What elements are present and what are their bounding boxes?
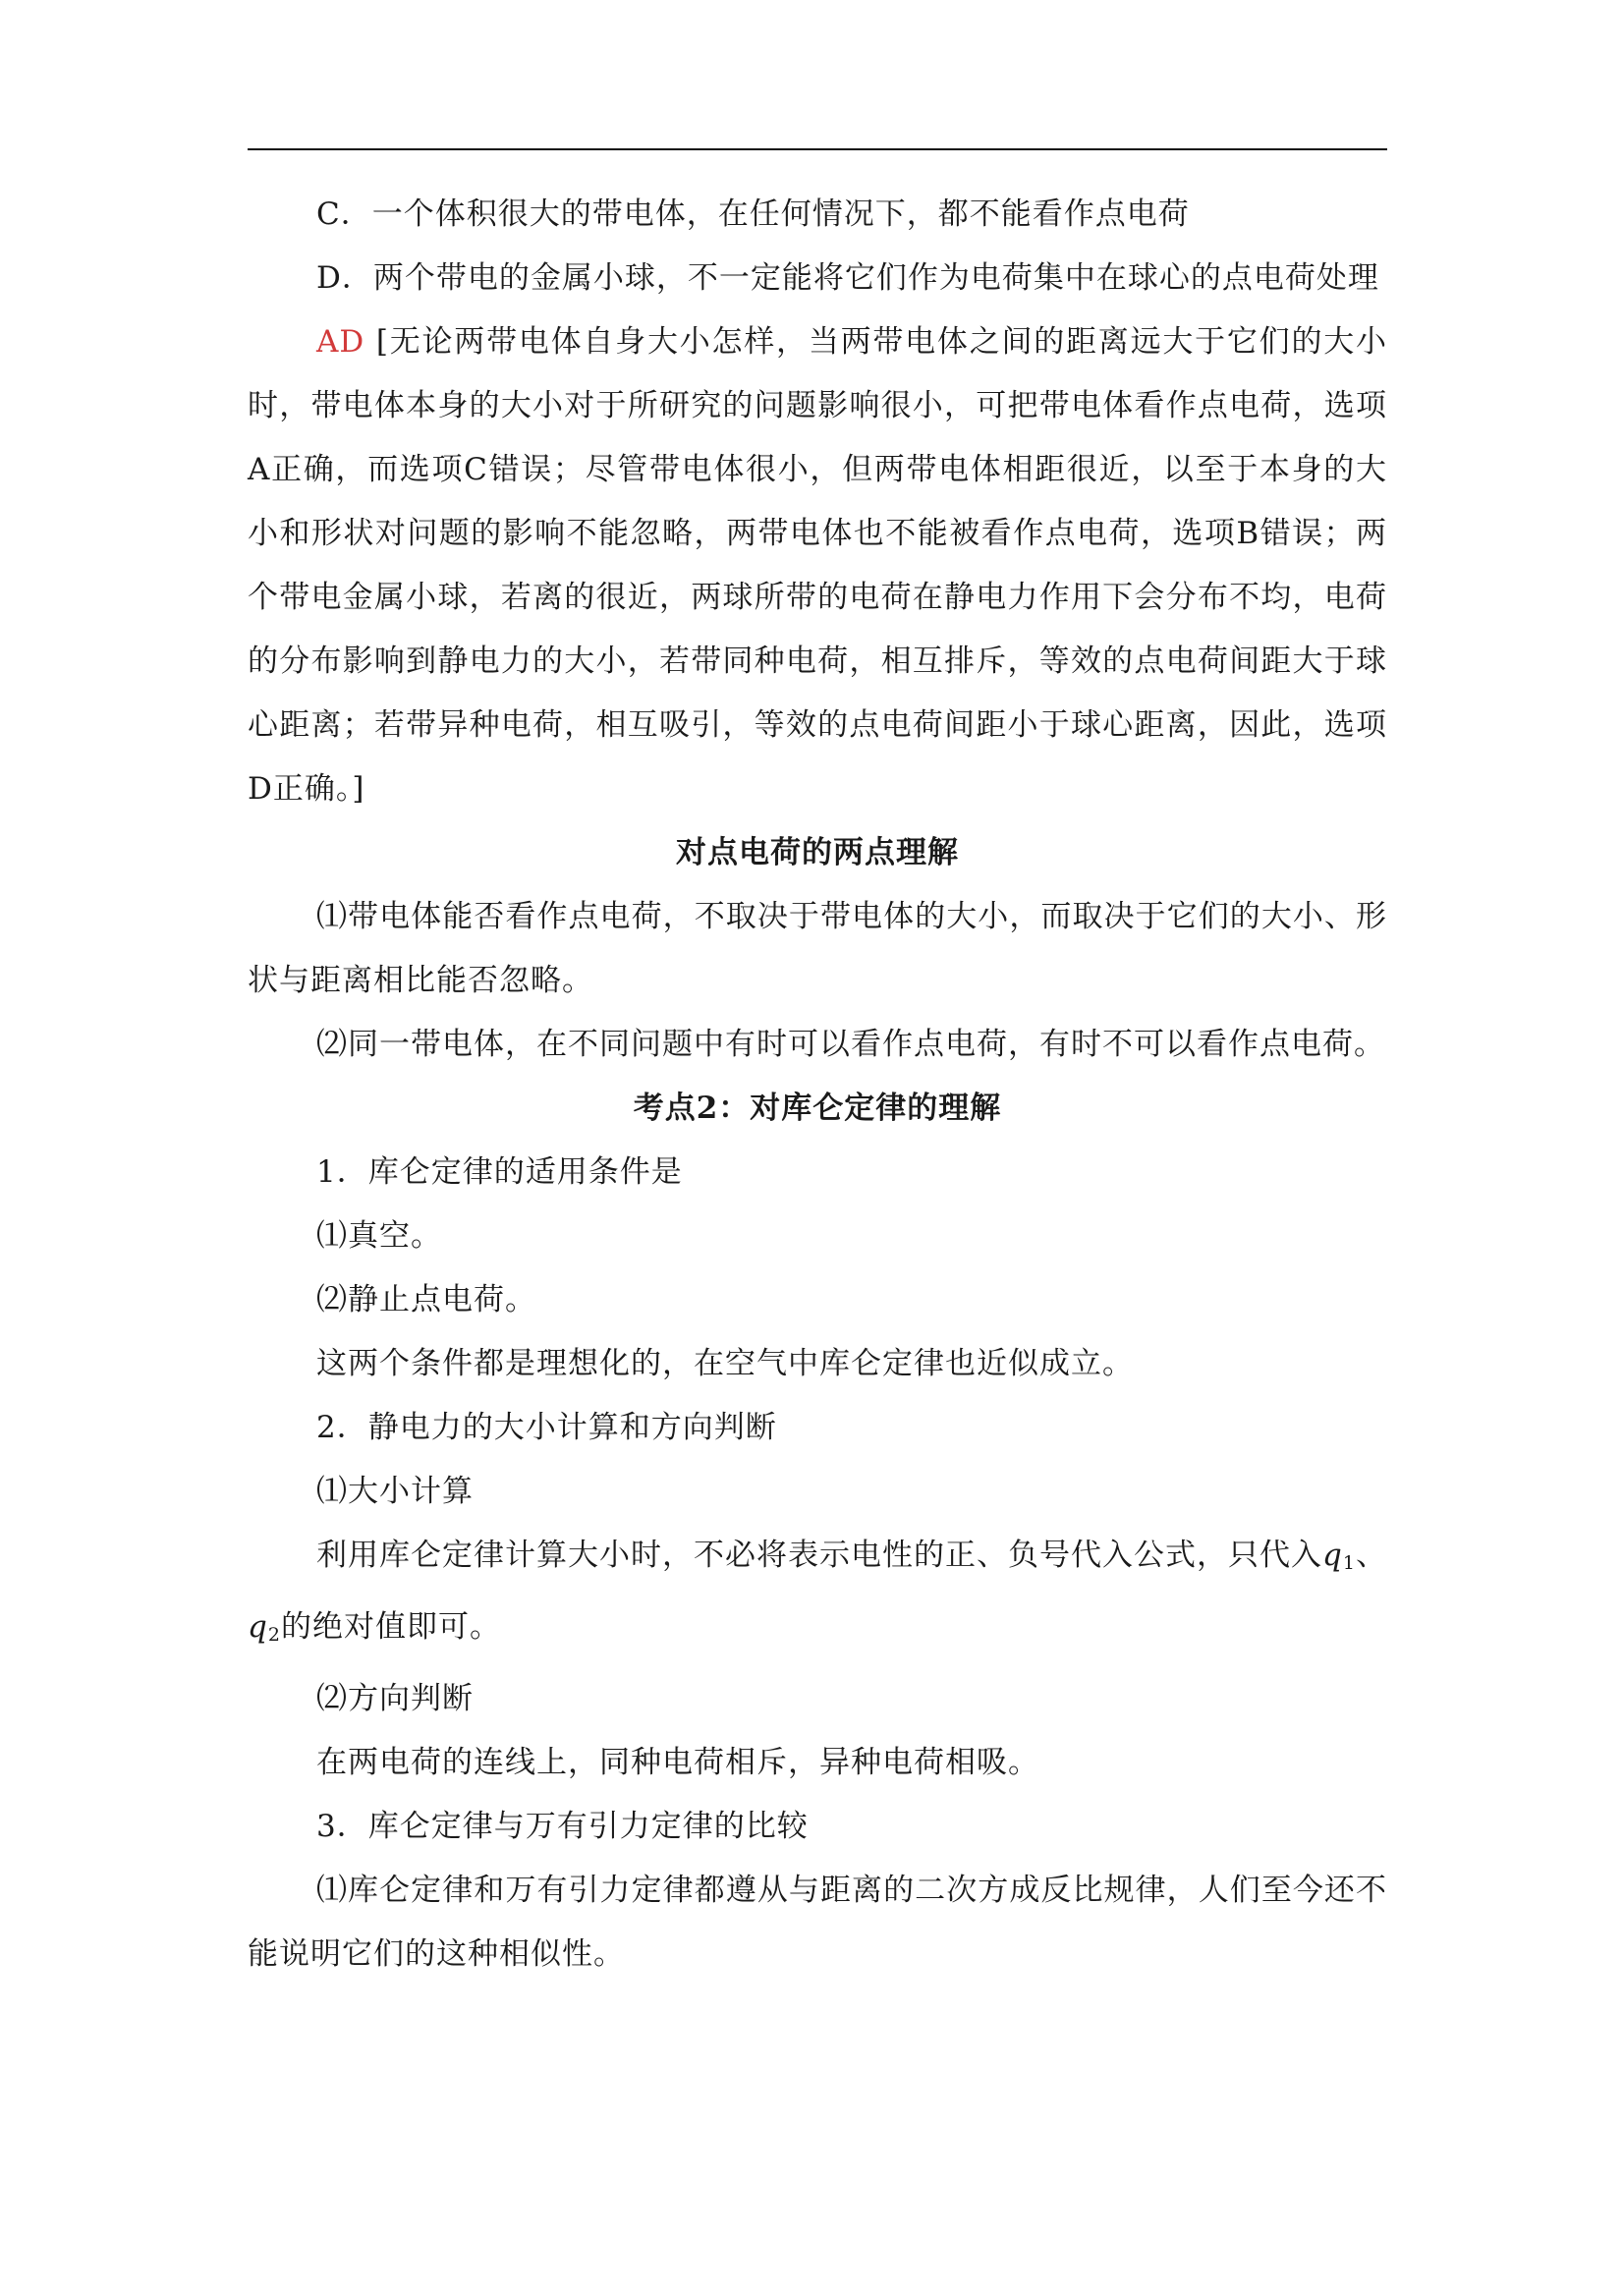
q2-symbol: $q_2$ bbox=[248, 1609, 281, 1646]
item-1-note: 这两个条件都是理想化的，在空气中库仑定律也近似成立。 bbox=[316, 1346, 1134, 1381]
section-title-coulomb-law: 考点2：对库仑定律的理解 bbox=[633, 1091, 1002, 1126]
magnitude-text-tail: 的绝对值即可。 bbox=[280, 1609, 501, 1645]
item-1-condition-b: ⑵静止点电荷。 bbox=[316, 1282, 536, 1317]
answer-paragraph bbox=[248, 310, 1387, 821]
item-3-comparison: ⑴库仑定律和万有引力定律都遵从与距离的二次方成反比规律，人们至今还不能说明它们的这种相似性。 bbox=[248, 1873, 1387, 1972]
header-rule bbox=[248, 148, 1387, 150]
option-d: D．两个带电的金属小球，不一定能将它们作为电荷集中在球心的点电荷处理 bbox=[316, 260, 1379, 296]
option-c: C．一个体积很大的带电体，在任何情况下，都不能看作点电荷 bbox=[316, 196, 1190, 232]
item-2-heading: 2．静电力的大小计算和方向判断 bbox=[316, 1410, 777, 1445]
item-2-subheading-direction: ⑵方向判断 bbox=[316, 1681, 474, 1716]
point-charge-understanding-2: ⑵同一带电体，在不同问题中有时可以看作点电荷，有时不可以看作点电荷。 bbox=[316, 1027, 1385, 1062]
item-2-subheading-magnitude: ⑴大小计算 bbox=[316, 1474, 474, 1509]
section-title-point-charge: 对点电荷的两点理解 bbox=[676, 835, 959, 870]
item-2-magnitude-text: 利用库仑定律计算大小时，不必将表示电性的正、负号代入公式，只代入$q_1$、$q_2$的绝对值即可。 bbox=[248, 1538, 1388, 1646]
item-1-condition-a: ⑴真空。 bbox=[316, 1218, 442, 1254]
point-charge-understanding-1: ⑴带电体能否看作点电荷，不取决于带电体的大小，而取决于它们的大小、形状与距离相比能否忽略。 bbox=[248, 899, 1387, 998]
item-1-heading: 1．库仑定律的适用条件是 bbox=[316, 1154, 683, 1190]
item-2-direction-text: 在两电荷的连线上，同种电荷相斥，异种电荷相吸。 bbox=[316, 1745, 1039, 1780]
q1-symbol: $q_1$ bbox=[1322, 1538, 1356, 1574]
answer-label: AD bbox=[316, 324, 365, 360]
item-3-heading: 3．库仑定律与万有引力定律的比较 bbox=[316, 1809, 809, 1844]
answer-explanation: [无论两带电体自身大小怎样，当两带电体之间的距离远大于它们的大小时，带电体本身的大小对于所研究的问题影响很小，可把带电体看作点电荷，选项A正确，而选项C错误；尽管带电体很小，但两带电体相距很近，以至于本身的大小和形状对问题的影响不能忽略，两带电体也不能被看作点电荷，选项B错误；两个带电金属小球，若离的很近，两球所带的电荷在静电力作用下会分布不均，电荷的分布影响到静电力的大小，若带同种电荷，相互排斥，等效的点电荷间距大于球心距离；若带异种电荷，相互吸引，等效的点电荷间距小于球心距离，因此，选项D正确。] bbox=[248, 324, 1388, 807]
document-body bbox=[248, 183, 1387, 1987]
magnitude-text: 利用库仑定律计算大小时，不必将表示电性的正、负号代入公式，只代入 bbox=[316, 1538, 1323, 1573]
